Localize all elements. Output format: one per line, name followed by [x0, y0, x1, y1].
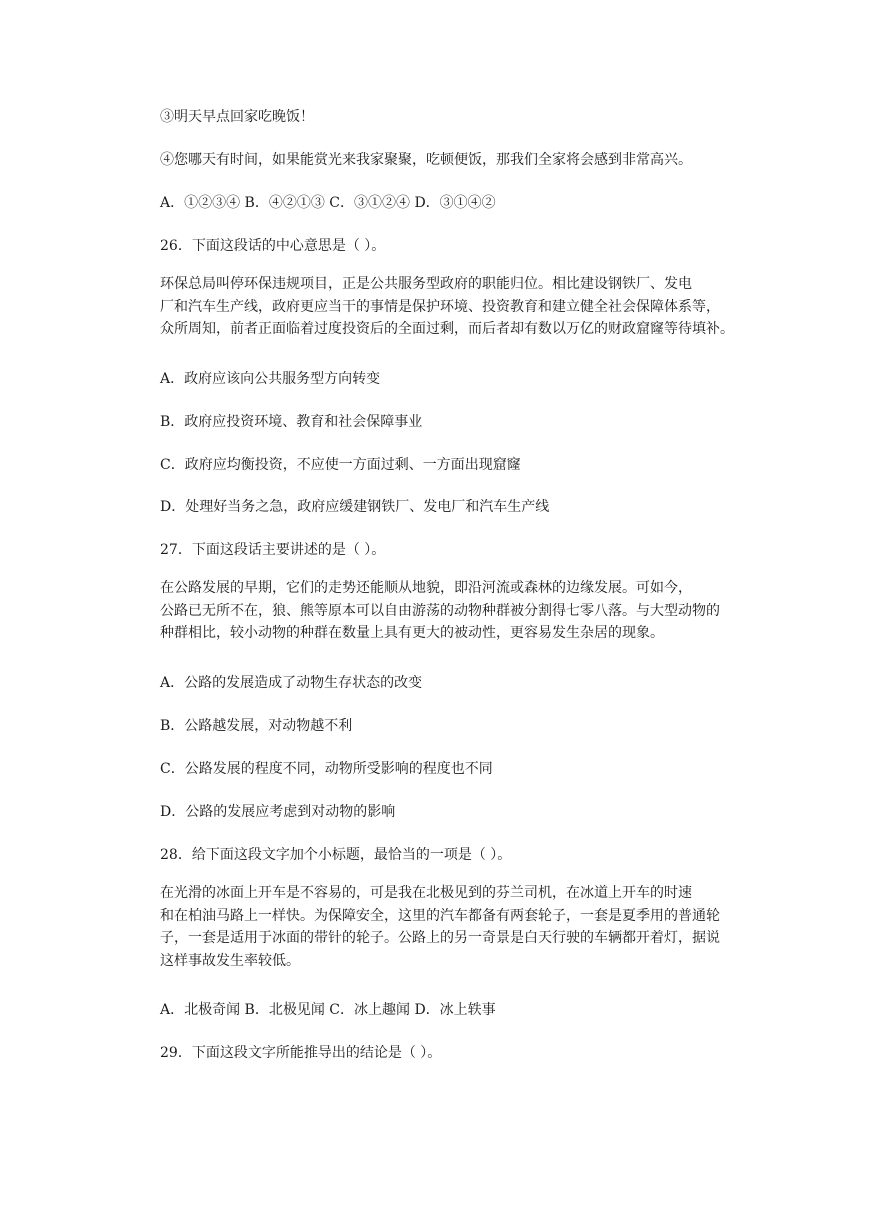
passage-26-line-2: 厂和汽车生产线，政府更应当干的事情是保护环境、投资教育和建立健全社会保障体系等，: [160, 298, 720, 315]
option-27-d: D．公路的发展应考虑到对动物的影响: [160, 804, 396, 820]
passage-28-line-4: 这样事故发生率较低。: [160, 952, 300, 969]
answer-choices-25: A．①②③④ B．④②①③ C．③①②④ D．③①④②: [160, 195, 496, 211]
option-26-d: D．处理好当务之急，政府应缓建钢铁厂、发电厂和汽车生产线: [160, 499, 550, 515]
passage-28-line-2: 和在柏油马路上一样快。为保障安全，这里的汽车都备有两套轮子，一套是夏季用的普通轮: [160, 907, 720, 924]
passage-27-line-2: 公路已无所不在，狼、熊等原本可以自由游荡的动物种群被分割得七零八落。与大型动物的: [160, 602, 720, 619]
passage-26-line-1: 环保总局叫停环保违规项目，正是公共服务型政府的职能归位。相比建设钢铁厂、发电: [160, 276, 692, 292]
option-line-4: ④您哪天有时间，如果能赏光来我家聚聚，吃顿便饭，那我们全家将会感到非常高兴。: [160, 152, 692, 168]
option-27-b: B．公路越发展，对动物越不利: [160, 718, 353, 734]
passage-28: [160, 882, 750, 972]
passage-27: [160, 577, 750, 645]
question-29: 29．下面这段文字所能推导出的结论是（ ）。: [160, 1045, 442, 1061]
passage-28-line-1: 在光滑的冰面上开车是不容易的，可是我在北极见到的芬兰司机，在冰道上开车的时速: [160, 885, 692, 901]
option-27-a: A．公路的发展造成了动物生存状态的改变: [160, 675, 423, 691]
option-line-3: ③明天早点回家吃晚饭！: [160, 109, 314, 125]
option-27-c: C．公路发展的程度不同，动物所受影响的程度也不同: [160, 761, 493, 777]
passage-27-line-3: 种群相比，较小动物的种群在数量上具有更大的被动性，更容易发生杂居的现象。: [160, 625, 664, 641]
passage-28-line-3: 子，一套是适用于冰面的带针的轮子。公路上的另一奇景是白天行驶的车辆都开着灯，据说: [160, 930, 720, 946]
option-26-a: A．政府应该向公共服务型方向转变: [160, 371, 381, 387]
passage-26: [160, 273, 750, 341]
passage-27-line-1: 在公路发展的早期，它们的走势还能顺从地貌，即沿河流或森林的边缘发展。可如今，: [160, 580, 692, 596]
question-27: 27．下面这段话主要讲述的是（ ）。: [160, 542, 386, 558]
option-26-c: C．政府应均衡投资，不应使一方面过剩、一方面出现窟窿: [160, 457, 521, 473]
answer-choices-28: A．北极奇闻 B．北极见闻 C．冰上趣闻 D．冰上轶事: [160, 1002, 496, 1018]
passage-26-line-3: 众所周知，前者正面临着过度投资后的全面过剩，而后者却有数以万亿的财政窟窿等待填补。: [160, 321, 734, 337]
question-26: 26．下面这段话的中心意思是（ ）。: [160, 238, 386, 254]
option-26-b: B．政府应投资环境、教育和社会保障事业: [160, 414, 423, 430]
question-28: 28．给下面这段文字加个小标题，最恰当的一项是（ ）。: [160, 847, 512, 863]
